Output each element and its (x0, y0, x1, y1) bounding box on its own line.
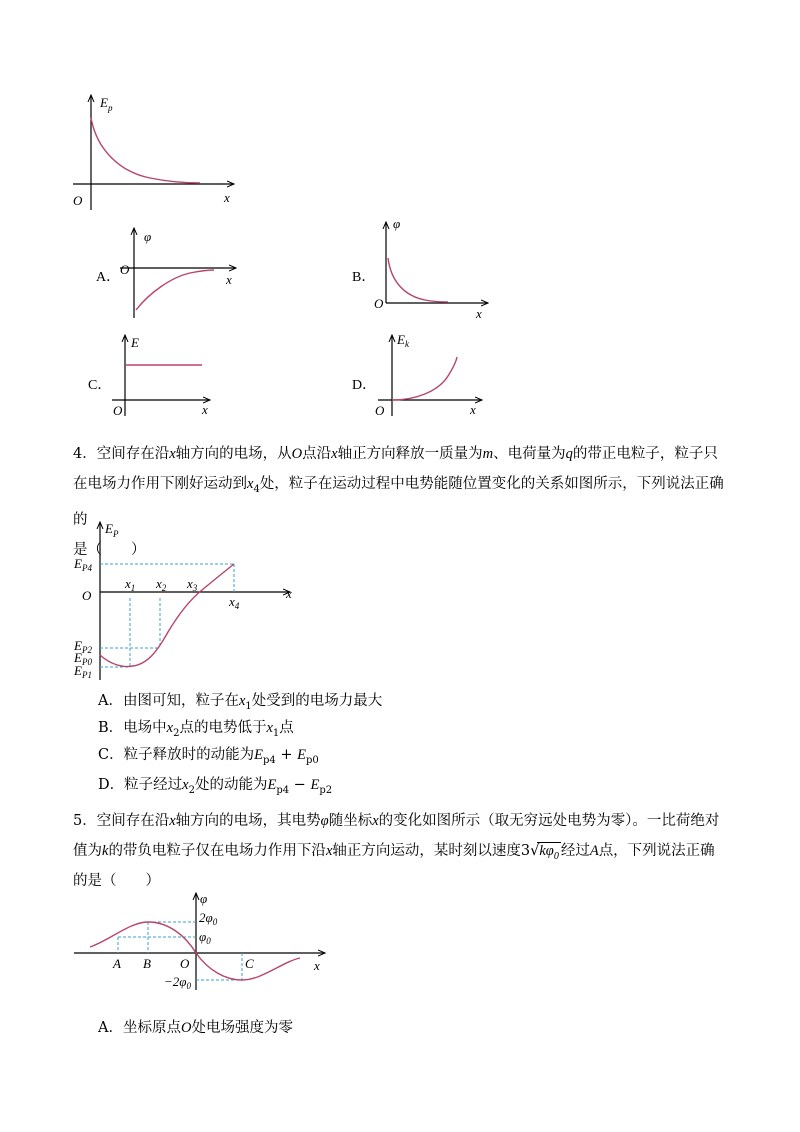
optB-curve (388, 258, 448, 302)
q5-line3: 的是（ ） (73, 873, 160, 889)
q3-xlabel: x (224, 190, 230, 205)
q4-tick-ep2: $E_{P2}$ (74, 638, 92, 655)
q4-tick-ep4: $E_{P4}$ (74, 556, 92, 573)
q4-line2: 在电场力作用下刚好运动到$x_4$处，粒子在运动过程中电势能随位置变化的关系如图所示，下列说法正确的 (73, 476, 724, 528)
optC-ylabel: E (131, 335, 139, 350)
q5-origin: O (180, 956, 190, 971)
q4-tick-x4: $x_4$ (229, 594, 240, 611)
q3-ep-curve (91, 118, 200, 183)
q4-origin: O (82, 588, 92, 603)
q5-line1: 5．空间存在沿x轴方向的电场，其电势φ随坐标x的变化如图所示（取无穷远处电势为零）。一比荷绝对 (73, 813, 720, 829)
optB-xlabel: x (476, 306, 482, 321)
q4-ep-curve (100, 564, 234, 667)
q5-tick-2phi: $2\varphi_0$ (199, 910, 218, 927)
q4-option-b: B．电场中$x_2$点的电势低于$x_1$点 (98, 720, 294, 739)
optD-letter: D． (352, 378, 377, 393)
q4-option-d: D．粒子经过$x_2$处的动能为$E_{p4} - E_{p2}$ (98, 777, 333, 796)
q5-line2: 值为k的带负电粒子仅在电场力作用下沿x轴正方向运动，某时刻以速度$3√k\varphi_0$ 经过A点，下列说法正确 (73, 836, 733, 866)
q4-tick-ep1: $E_{P1}$ (74, 663, 92, 680)
q4-tick-x1: $x_1$ (125, 576, 136, 593)
optA-origin: O (120, 262, 130, 277)
q5-ylabel: φ (200, 891, 208, 906)
q4-tick-x3: $x_3$ (187, 576, 198, 593)
q4-line1: 4．空间存在沿x轴方向的电场，从O点沿x轴正方向释放一质量为m、电荷量为q的带正电粒子，粒子只 (73, 446, 718, 462)
optB-ylabel: φ (393, 216, 401, 231)
optD-curve (392, 357, 457, 400)
q4-tick-ep0: $E_{P0}$ (74, 650, 92, 667)
q5-tick-B: B (143, 956, 151, 971)
q4-option-c: C．粒子释放时的动能为$E_{p4} + E_{p0}$ (98, 747, 319, 766)
optA-curve (136, 270, 214, 310)
optD-xlabel: x (470, 402, 476, 417)
optA-ylabel: φ (144, 229, 152, 244)
q5-tick-phi: $\varphi_0$ (199, 929, 211, 946)
optA-xlabel: x (226, 272, 232, 287)
q4-ylabel: $E_P$ (105, 521, 119, 539)
q4-stem (73, 439, 733, 565)
q5-xlabel: x (314, 958, 320, 973)
optC-origin: O (113, 403, 123, 418)
optB-origin: O (374, 296, 384, 311)
optB-letter: B． (352, 270, 376, 285)
q5-tick-neg2phi: $-2\varphi_0$ (164, 974, 191, 991)
q4-line3: 是（ ） (73, 541, 146, 558)
optC-letter: C． (88, 378, 112, 393)
optD-ylabel: $E_k$ (397, 332, 409, 349)
q4-xlabel: x (286, 586, 292, 601)
q4-tick-x2: $x_2$ (156, 576, 167, 593)
q5-tick-C: C (245, 956, 254, 971)
optC-xlabel: x (202, 402, 208, 417)
q3-origin: O (73, 193, 83, 208)
q5-option-a: A．坐标原点O处电场强度为零 (98, 1020, 293, 1036)
q5-stem (73, 806, 733, 896)
q5-tick-A: A (113, 956, 121, 971)
optA-letter: A． (96, 270, 121, 285)
optD-origin: O (375, 403, 385, 418)
q5-phi-curve (90, 922, 300, 980)
q4-option-a: A．由图可知，粒子在$x_1$处受到的电场力最大 (98, 693, 383, 712)
q3-ylabel: $E_p$ (100, 95, 113, 113)
